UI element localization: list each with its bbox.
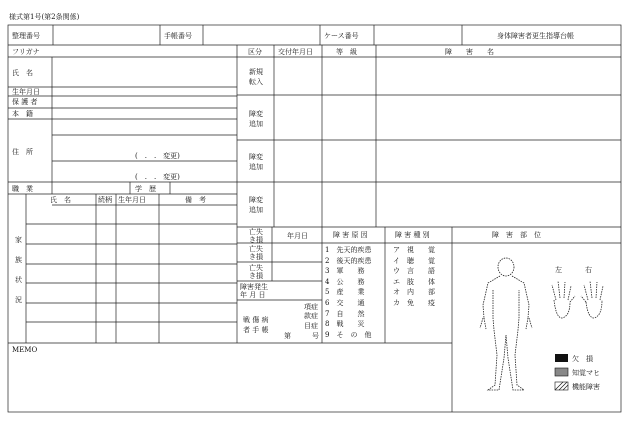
address-change-1: ( . . 変更) <box>135 152 180 160</box>
shogai-mei-head: 障 害 名 <box>445 48 494 56</box>
cause-item: 3 軍 務 <box>325 267 365 276</box>
kou-1: 項症 <box>304 303 318 311</box>
kou-2: 款症 <box>304 312 318 320</box>
senshobyo-1: 戦 傷 病 <box>243 316 269 324</box>
cause-item: 7 自 然 <box>325 309 365 318</box>
cause-item: 8 戦 災 <box>325 320 365 329</box>
seiri-input[interactable] <box>54 26 159 44</box>
seiri-label: 整理番号 <box>12 32 40 40</box>
fam-birth-head: 生年月日 <box>118 196 146 204</box>
legend-kino: 機能障害 <box>572 383 600 391</box>
memo-label: MEMO <box>12 346 38 354</box>
shinki-2: 転入 <box>249 78 263 86</box>
tokyu-head: 等 級 <box>336 48 357 56</box>
henkou-a1: 障変 <box>249 110 263 118</box>
furigana-label: フリガナ <box>12 48 40 56</box>
henkou-c1: 障変 <box>249 196 263 204</box>
kind-item: エ 肢 体 <box>393 277 435 286</box>
birth-label: 生年月日 <box>12 88 40 96</box>
hassei-2: 年 月 日 <box>240 291 266 299</box>
left-label: 左 <box>555 266 562 274</box>
cause-item: 1 先天的疾患 <box>325 246 372 254</box>
fam-rel-head: 続柄 <box>98 196 112 204</box>
kubun-head: 区分 <box>248 48 262 56</box>
henkou-a2: 追加 <box>249 120 263 128</box>
kazoku-char-2: 族 <box>15 256 22 264</box>
address-change-2: ( . . 変更) <box>135 173 180 181</box>
daicho-title: 身体障害者更生指導台帳 <box>497 32 574 40</box>
right-label: 右 <box>585 266 592 274</box>
form-title: 様式第1号(第2条関係) <box>9 13 80 21</box>
cause-item: 4 公 務 <box>325 277 365 286</box>
kou-4: 号 <box>312 332 319 340</box>
lost-3b: き損 <box>249 272 263 280</box>
gakureki-label: 学 歴 <box>135 185 156 193</box>
jusho-label: 住 所 <box>12 148 33 156</box>
shinki-1: 新規 <box>249 68 263 76</box>
henkou-c2: 追加 <box>249 206 263 214</box>
fam-name-head: 氏 名 <box>50 196 71 204</box>
kazoku-char-3: 状 <box>15 276 22 284</box>
cause-item: 5 産 業 <box>325 288 365 297</box>
lost-1a: 亡失 <box>249 228 263 236</box>
kind-item: カ 免 疫 <box>393 299 435 307</box>
case-label: ケース番号 <box>324 32 359 40</box>
dai-label: 第 <box>284 332 291 340</box>
kind-item: イ 聴 覚 <box>393 256 435 265</box>
part-head: 障 害 部 位 <box>492 231 541 239</box>
shokugyo-label: 職 業 <box>12 185 33 193</box>
cause-head: 障 害 原 因 <box>333 231 368 239</box>
legend-chikaku: 知覚マヒ <box>572 369 600 377</box>
cause-item: 6 交 通 <box>325 299 365 307</box>
lost-ymd: 年月日 <box>287 232 308 240</box>
kou-3: 目症 <box>304 322 318 330</box>
lost-2a: 亡失 <box>249 245 263 253</box>
shimei-label: 氏 名 <box>12 69 33 77</box>
kazoku-char-1: 家 <box>15 236 22 244</box>
honseki-label: 本 籍 <box>12 110 33 118</box>
cause-item: 9 そ の 他 <box>325 330 372 339</box>
memo-area[interactable] <box>9 355 451 411</box>
senshobyo-2: 者 手 帳 <box>243 326 269 334</box>
hogosha-label: 保 護 者 <box>12 98 38 106</box>
lost-3a: 亡失 <box>249 264 263 272</box>
hassei-1: 障害発生 <box>240 283 268 291</box>
kofu-head: 交付年月日 <box>278 48 313 56</box>
kind-item: ウ 言 語 <box>393 267 435 276</box>
kind-item: ア 視 覚 <box>393 246 435 254</box>
lost-2b: き損 <box>249 253 263 261</box>
cause-item: 2 後天的疾患 <box>325 256 372 265</box>
name-input[interactable] <box>53 58 236 86</box>
lost-1b: き損 <box>249 236 263 244</box>
henkou-b2: 追加 <box>249 163 263 171</box>
fam-note-head: 備 考 <box>185 196 206 204</box>
kind-head: 障 害 種 別 <box>395 231 430 239</box>
techo-label: 手帳番号 <box>164 32 192 40</box>
case-input[interactable] <box>375 26 461 44</box>
techo-input[interactable] <box>204 26 319 44</box>
legend-kesson: 欠 損 <box>572 355 593 363</box>
henkou-b1: 障変 <box>249 153 263 161</box>
kind-item: オ 内 部 <box>393 288 435 297</box>
kazoku-char-4: 況 <box>15 296 22 304</box>
